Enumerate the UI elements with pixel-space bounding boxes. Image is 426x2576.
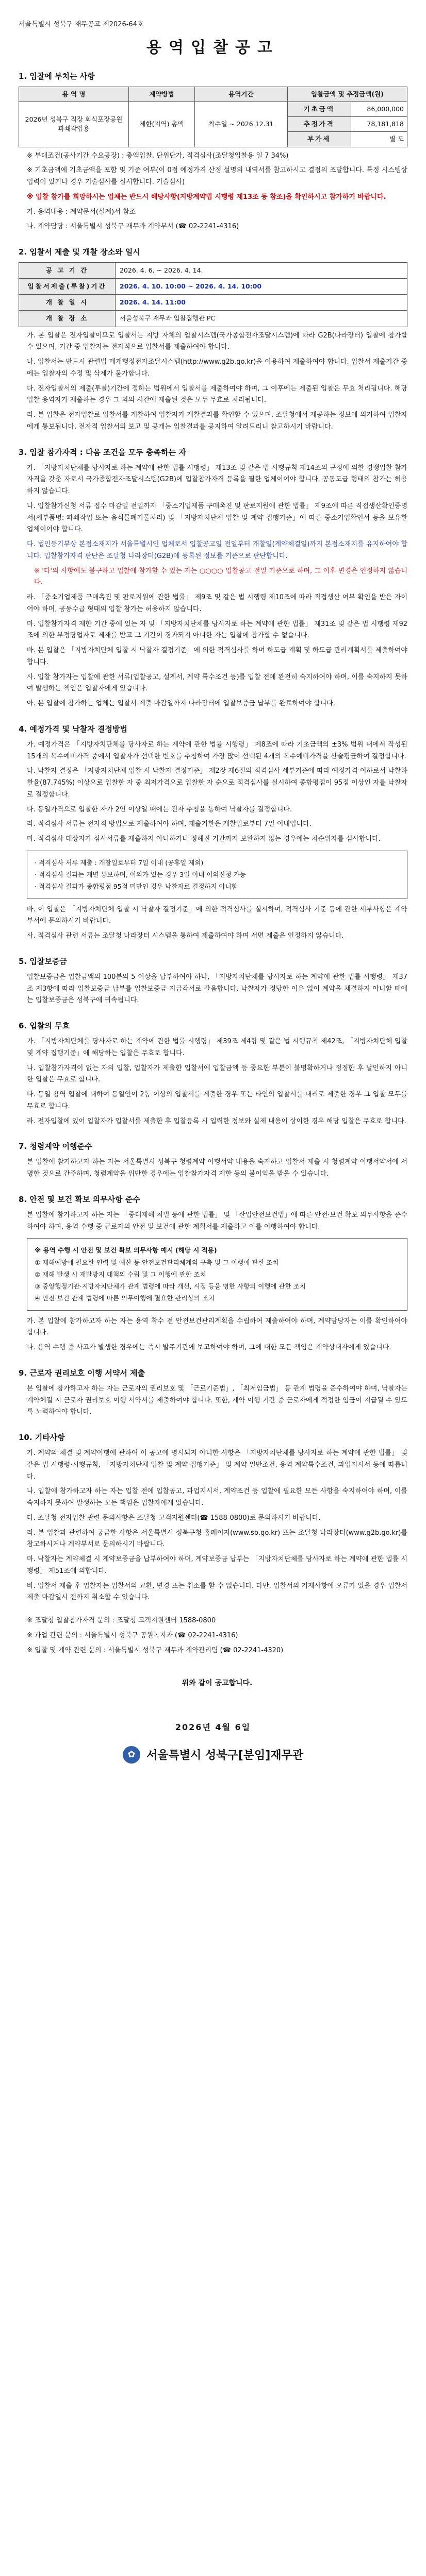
notice-date: 2026년 4월 6일	[175, 1722, 251, 1732]
section-5-title: 5. 입찰보증금	[19, 956, 67, 966]
s6-para: 라. 전자입찰에 있어 입찰자가 입찰서를 제출한 후 입찰등록 시 입력한 정보와 실제 내용이 상이한 경우 해당 입찰은 무효로 합니다.	[27, 1117, 406, 1125]
section-3-title: 3. 입찰 참가자격 : 다음 조건을 모두 충족하는 자	[19, 447, 186, 457]
contract-method-cell: 제한(지역) 총액	[129, 102, 195, 147]
amount-label: 부가세	[287, 132, 351, 147]
schedule-row	[19, 279, 407, 295]
s10-para: 나. 입찰에 참가하고자 하는 자는 입찰 전에 입찰공고, 과업지시서, 계약조건 등 입찰에 필요한 모든 사항을 숙지하여야 하며, 이를 숙지하지 못하여 발생하는 모든 책임은 입찰자에게 있습니다.	[27, 1487, 407, 1507]
amount-label: 추정가격	[287, 117, 351, 132]
section-4-title: 4. 예정가격 및 낙찰자 결정방법	[19, 724, 127, 734]
s8-note-line: ① 재해예방에 필요한 인력 및 예산 등 안전보건관리체계의 구축 및 그 이행에 관한 조치	[35, 1258, 279, 1266]
s3-para: 라. 「중소기업제품 구매촉진 및 판로지원에 관한 법률」 제9조 및 같은 법 시행령 제10조에 따라 직접생산 여부 확인을 받은 자이어야 하며, 공동수급 형태의 입찰 참가는 허용하지 않습니다.	[27, 594, 407, 613]
section-6-title: 6. 입찰의 무효	[19, 1021, 70, 1030]
schedule-label: 개 찰 장 소	[19, 311, 116, 327]
s8-para: 가. 본 입찰에 참가하고자 하는 자는 용역 착수 전 안전보건관리계획을 수립하여 제출하여야 하며, 계약담당자는 이를 확인하여야 합니다.	[27, 1317, 407, 1337]
s6-para: 가. 「지방자치단체를 당사자로 하는 계약에 관한 법률 시행령」 제39조 제4항 및 같은 법 시행규칙 제42조, 「지방자치단체 입찰 및 계약 집행기준」에 해당하는 입찰은 무효로 합니다.	[27, 1038, 407, 1057]
s10-contact: ※ 과업 관련 문의 : 서울특별시 성북구 공원녹지과 (☎ 02-2241-4316)	[27, 1631, 238, 1639]
issuer-signature	[19, 1746, 407, 1764]
s10-para: 다. 조달청 전자입찰 관련 문의사항은 조달청 고객지원센터(☎ 1588-0800)로 문의하시기 바랍니다.	[27, 1514, 321, 1522]
s8-note-line: ※ 용역 수행 시 안전 및 보건 확보 의무사항 예시 (해당 시 적용)	[35, 1246, 217, 1255]
schedule-row	[19, 295, 407, 311]
s8-note-line: ③ 중앙행정기관·지방자치단체가 관계 법령에 따라 개선, 시정 등을 명한 사항의 이행에 관한 조치	[35, 1282, 306, 1290]
col-service-period: 용역기간	[195, 87, 288, 102]
s7-para: 본 입찰에 참가하고자 하는 자는 서울특별시 성북구 청렴계약 이행서약 내용을 숙지하고 입찰서 제출 시 청렴계약 이행서약서에 서명한 것으로 간주하며, 청렴계약을 위반한 경우에는 입찰참가자격 제한 등의 불이익을 받을 수 있습니다.	[27, 1158, 407, 1178]
amount-label: 기초금액	[287, 102, 351, 117]
s4-note-line: · 적격심사 서류 제출 : 개찰일로부터 7일 이내 (공휴일 제외)	[35, 858, 204, 867]
s10-para: 마. 낙찰자는 계약체결 시 계약보증금을 납부하여야 하며, 계약보증금 납부는 「지방자치단체를 당사자로 하는 계약에 관한 법률 시행령」 제51조에 의합니다.	[27, 1555, 407, 1575]
s3-para: 아. 본 입찰에 참가하는 업체는 입찰서 제출 마감일까지 나라장터에 입찰보증금 납부를 완료하여야 합니다.	[27, 700, 335, 707]
section-10-title: 10. 기타사항	[19, 1433, 65, 1442]
s6-para: 나. 입찰참가자격이 없는 자의 입찰, 입찰자가 제출한 입찰서에 입찰금액 등 중요한 부분이 불명확하거나 정정한 후 날인하지 아니한 입찰은 무효로 합니다.	[27, 1064, 407, 1084]
s4-para: 가. 예정가격은 「지방자치단체를 당사자로 하는 계약에 관한 법률 시행령」 제8조에 따라 기초금액의 ±3% 범위 내에서 작성된 15개의 복수예비가격 중에서 입찰자가 선택한 번호를 추첨하여 가장 많이 선택된 4개의 복수예비가격을 산술평균하여 결정합니다.	[27, 740, 407, 760]
s3-para: 다. 법인등기부상 본점소재지가 서울특별시인 업체로서 입찰공고일 전일부터 개찰일(계약체결일)까지 본점소재지를 유지하여야 합니다. 입찰참가자격 판단은 조달청 나라장터(G2B)에 등록된 정보를 기준으로 판단합니다.	[27, 540, 407, 560]
schedule-value: 서울성북구 재무과 입찰집행관 PC	[116, 311, 407, 327]
s3-para: 사. 입찰 참가자는 입찰에 관한 서류(입찰공고, 설계서, 계약 특수조건 등)를 입찰 전에 완전히 숙지하여야 하며, 이를 숙지하지 못하여 발생하는 책임은 입찰자에게 있습니다.	[27, 673, 407, 693]
doc-title: 용역입찰공고	[146, 39, 280, 57]
s5-para: 입찰보증금은 입찰금액의 100분의 5 이상을 납부하여야 하나, 「지방자치단체를 당사자로 하는 계약에 관한 법률 시행령」 제37조 제3항에 따라 입찰보증금 납부를 입찰보증금 지급각서로 갈음합니다. 낙찰자가 정당한 이유 없이 계약을 체결하지 아니할 때에는 입찰보증금은 성북구에 귀속됩니다.	[27, 973, 407, 1005]
s2-para: 라. 본 입찰은 전자입찰로 입찰서를 개찰하여 입찰자가 개찰결과를 확인할 수 있으며, 조달청에서 제공하는 정보에 의거하여 입찰자에게 통보됩니다. 전자적 입찰서의 보고 및 공개는 입찰결과를 공지하여 알려드리니 참고하시기 바랍니다.	[27, 411, 407, 431]
s2-para: 나. 입찰서는 반드시 관련법 매개행정전자조달시스템(http://www.g2b.go.kr)을 이용하여 제출하여야 합니다. 입찰서 제출기간 중에는 입찰자의 수정 및 삭제가 불가합니다.	[27, 358, 407, 378]
s4-note-box	[27, 851, 407, 899]
s1-note: ※ 부대조건(공사기간 수요공장) : 총액입찰, 단위단가, 적격심사(조달청입찰용 일 7 34%)	[27, 151, 289, 160]
schedule-label: 공 고 기 간	[19, 263, 116, 279]
col-amounts: 입찰금액 및 추정금액(원)	[287, 87, 407, 102]
s4-para: 라. 적격심사 서류는 전자적 방법으로 제출하여야 하며, 제출기한은 개찰일로부터 7일 이내입니다.	[27, 820, 312, 828]
service-period-cell: 착수일 ~ 2026.12.31	[195, 102, 288, 147]
schedule-table	[19, 262, 407, 327]
s10-para: 바. 입찰서 제출 후 입찰자는 입찰서의 교환, 변경 또는 취소를 할 수 없습니다. 다만, 입찰서의 기재사항에 오류가 있을 경우 입찰서 제출 마감일시 전까지 취소할 수 있습니다.	[27, 1582, 407, 1602]
s9-para: 본 입찰에 참가하고자 하는 자는 근로자의 권리보호 및 「근로기준법」, 「최저임금법」 등 관계 법령을 준수하여야 하며, 낙찰자는 계약체결 시 근로자 권리보호 이행 서약서를 제출하여야 합니다. 또한, 계약 이행 기간 중 근로자에게 적정한 임금이 지급될 수 있도록 노력하여야 합니다.	[27, 1384, 407, 1416]
seoul-seal-icon: ✿	[123, 1746, 140, 1764]
s1-note-warning: ※ 입찰 참가를 희망하시는 업체는 반드시 해당사항(지방계약법 시행령 제13조 등 참조)을 확인하시고 참가하기 바랍니다.	[27, 193, 386, 201]
s8-note-line: ② 재해 발생 시 재발방지 대책의 수립 및 그 이행에 관한 조치	[35, 1270, 206, 1278]
bid-table-header-row	[19, 87, 407, 102]
schedule-value: 2026. 4. 10. 10:00 ~ 2026. 4. 14. 10:00	[116, 279, 407, 295]
s3-note: ※ '다'의 사항에도 불구하고 입찰에 참가할 수 있는 자는 ○○○○ 입찰공고 전일 기준으로 하며, 그 이후 변경은 인정하지 않습니다.	[34, 567, 407, 587]
s10-para: 가. 계약의 체결 및 계약이행에 관하여 이 공고에 명시되지 아니한 사항은 「지방자치단체를 당사자로 하는 계약에 관한 법률」 및 같은 법 시행령·시행규칙, 「지방자치단체 입찰 및 계약 집행기준」 및 계약 일반조건, 용역 계약특수조건, 과업지시서 등에 따릅니다.	[27, 1449, 407, 1481]
s4-para: 다. 동일가격으로 입찰한 자가 2인 이상일 때에는 전자 추첨을 통하여 낙찰자를 결정합니다.	[27, 805, 292, 814]
s3-para: 마. 입찰참가자격 제한 기간 중에 있는 자 및 「지방자치단체를 당사자로 하는 계약에 관한 법률」 제31조 및 같은 법 시행령 제92조에 의한 부정당업자로 제재를 받고 그 기간이 경과되지 아니한 자는 입찰에 참가할 수 없습니다.	[27, 620, 407, 640]
s4-para: 마. 적격심사 대상자가 심사서류를 제출하지 아니하거나 정해진 기간까지 보완하지 않는 경우에는 차순위자를 심사합니다.	[27, 835, 381, 843]
bid-table-row	[19, 102, 407, 117]
s3-para: 나. 입찰참가신청 서류 접수 마감일 전일까지 「중소기업제품 구매촉진 및 판로지원에 관한 법률」 제9조에 따른 직접생산확인증명서(세부품명: 파쇄작업 또는 음식물폐기물처리) 및 「지방자치단체 입찰 및 계약 집행기준」에 따른 중소기업확인서 등을 보유한 업체이어야 합니다.	[27, 502, 407, 534]
schedule-row	[19, 263, 407, 279]
section-7-title: 7. 청렴계약 이행준수	[19, 1142, 92, 1151]
s1-note: ※ 기초금액에 기초금액을 포함 및 기준 여부(이 0점 예정가격 산정 설명의 내역서를 참고하시고 결정의 조달합니다. 특정 시스템상 입력이 있거나 경우 기술심사를 실시합니다. 기술심사)	[27, 166, 407, 186]
s8-para: 본 입찰에 참가하고자 하는 자는 「중대재해 처벌 등에 관한 법률」 및 「산업안전보건법」에 따른 안전·보건 확보 의무사항을 준수하여야 하며, 용역 수행 중 근로자의 안전 및 보건에 관한 계획서를 제출하고 이를 이행하여야 합니다.	[27, 1211, 407, 1231]
col-service-name: 용 역 명	[19, 87, 129, 102]
s10-para: 라. 본 입찰과 관련하여 궁금한 사항은 서울특별시 성북구청 홈페이지(www.sb.go.kr) 또는 조달청 나라장터(www.g2b.go.kr)를 참고하시거나 계약부서로 문의하시기 바랍니다.	[27, 1529, 407, 1549]
col-contract-method: 계약방법	[129, 87, 195, 102]
s2-para: 다. 전자입찰서의 제출(투찰)기간에 정하는 범위에서 입찰서를 제출하여야 하며, 그 이후에는 제출된 입찰은 무효 처리됩니다. 해당 입찰 용역자가 제출하는 경우 그 외의 시간에 제출된 것은 모두 무효로 처리됩니다.	[27, 384, 407, 404]
amount-value: 78,181,818	[351, 117, 407, 132]
s3-para: 가. 「지방자치단체를 당사자로 하는 계약에 관한 법률 시행령」 제13조 및 같은 법 시행규칙 제14조의 규정에 의한 경쟁입찰 참가자격을 갖춘 자로서 국가종합전자조달시스템(G2B)에 입찰참가자격 등록을 필한 업체이어야 합니다. 공동도급 형태의 참가는 허용하지 않습니다.	[27, 464, 407, 495]
s8-para: 나. 용역 수행 중 사고가 발생한 경우에는 즉시 발주기관에 보고하여야 하며, 그에 대한 모든 책임은 계약상대자에게 있습니다.	[27, 1344, 391, 1351]
s4-note-line: · 적격심사 결과는 개별 통보하며, 이의가 있는 경우 3일 이내 이의신청 가능	[35, 871, 246, 878]
s10-contact: ※ 조달청 입찰참가자격 문의 : 조달청 고객지원센터 1588-0800	[27, 1617, 216, 1624]
schedule-label: 입찰서제출(투찰)기간	[19, 279, 116, 295]
s3-para: 바. 본 입찰은 「지방자치단체 입찰 시 낙찰자 결정기준」에 의한 적격심사를 하며 하도급 계획 및 하도급 관리계획서를 제출하여야 합니다.	[27, 647, 407, 666]
closing-text: 위와 같이 공고합니다.	[182, 1679, 253, 1688]
s1-contact: 나. 계약담당 : 서울특별시 성북구 재무과 계약부서 (☎ 02-2241-4316)	[27, 223, 239, 231]
s1-contact-title: 가. 용역내용 : 계약문서(설계)서 참조	[27, 208, 136, 216]
schedule-value: 2026. 4. 14. 11:00	[116, 295, 407, 311]
schedule-row	[19, 311, 407, 327]
schedule-value: 2026. 4. 6. ~ 2026. 4. 14.	[116, 263, 407, 279]
service-name-cell: 2026년 성북구 직장 회식포장공원 파쇄작업용	[19, 102, 129, 147]
s4-para: 사. 적격심사 관련 서류는 조달청 나라장터 시스템을 통하여 제출하여야 하며 서면 제출은 인정하지 않습니다.	[27, 932, 344, 940]
s8-note-line: ④ 안전·보건 관계 법령에 따른 의무이행에 필요한 관리상의 조치	[35, 1294, 215, 1302]
s4-para: 바. 이 입찰은 「지방자치단체 입찰 시 낙찰자 결정기준」에 의한 적격심사를 실시하며, 적격심사 기준 등에 관한 세부사항은 계약부서에 문의하시기 바랍니다.	[27, 905, 407, 925]
section-1-title: 1. 입찰에 부치는 사항	[19, 72, 95, 81]
amount-value: 86,000,000	[351, 102, 407, 117]
schedule-label: 개 찰 일 시	[19, 295, 116, 311]
section-9-title: 9. 근로자 권리보호 이행 서약서 제출	[19, 1368, 145, 1378]
s10-contact: ※ 입찰 및 계약 관련 문의 : 서울특별시 성북구 재무과 계약관리팀 (☎ 02-2241-4320)	[27, 1646, 284, 1654]
s2-para: 가. 본 입찰은 전자입찰이므로 입찰서는 지방 자체의 입찰시스템(국가종합전자조달시스템)에 따라 G2B(나라장터) 입찰에 참가할 수 있으며, 기간 중 입찰자는 전자적으로 입찰서를 제출하여야 합니다.	[27, 331, 407, 351]
bid-summary-table	[19, 87, 407, 147]
s4-para: 나. 낙찰자 결정은 「지방자치단체 입찰 시 낙찰자 결정기준」 제2장 제6절의 적격심사 세부기준에 따라 예정가격 이하로서 낙찰하한율(87.745%) 이상으로 입찰한 자 중 최저가격으로 입찰한 자 순으로 적격심사를 실시하여 종합평점이 95점 이상인 자를 낙찰자로 결정합니다.	[27, 767, 407, 799]
section-8-title: 8. 안전 및 보건 확보 의무사항 준수	[19, 1194, 140, 1204]
issuer-name: 서울특별시 성북구[분임]재무관	[146, 1749, 304, 1762]
doc-number: 서울특별시 성북구 재무공고 제2026-64호	[19, 21, 144, 28]
s4-note-line: · 적격심사 결과가 종합평점 95점 미만인 경우 낙찰자로 결정하지 아니함	[35, 883, 238, 891]
section-2-title: 2. 입찰서 제출 및 개찰 장소와 일시	[19, 247, 140, 257]
s6-para: 다. 동일 용역 입찰에 대하여 동일인이 2통 이상의 입찰서를 제출한 경우 또는 타인의 입찰서를 대리로 제출한 경우 그 입찰 모두를 무효로 합니다.	[27, 1091, 407, 1110]
s8-note-box	[27, 1238, 407, 1310]
amount-value: 별 도	[351, 132, 407, 147]
